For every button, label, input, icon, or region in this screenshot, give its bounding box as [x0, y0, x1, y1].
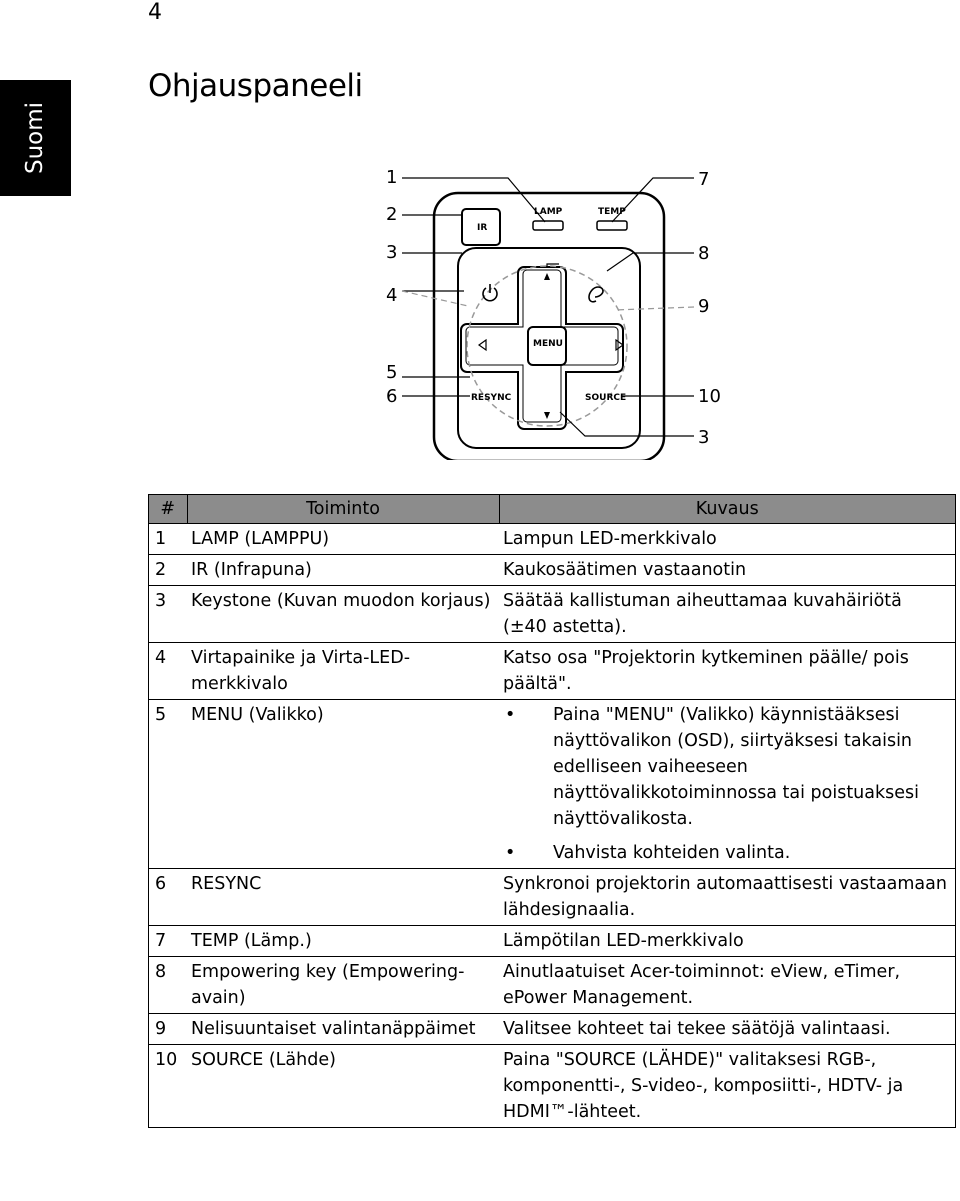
row-function: Virtapainike ja Virta-LED-merkkivalo — [187, 643, 499, 700]
row-num: 2 — [149, 555, 188, 586]
callout-4: 4 — [386, 285, 398, 306]
row-function: Nelisuuntaiset valintanäppäimet — [187, 1014, 499, 1045]
page-number: 4 — [148, 0, 162, 25]
row-num: 1 — [149, 524, 188, 555]
ir-label: IR — [477, 223, 488, 233]
bullet-text: Vahvista kohteiden valinta. — [553, 843, 791, 863]
page-title: Ohjauspaneeli — [148, 68, 363, 104]
side-tab-label: Suomi — [22, 101, 49, 175]
control-panel-drawing — [360, 160, 740, 460]
bullet-item — [503, 840, 951, 866]
row-function: LAMP (LAMPPU) — [187, 524, 499, 555]
callout-3-lower: 3 — [698, 427, 710, 448]
lamp-label: LAMP — [534, 207, 563, 217]
control-panel-table — [148, 494, 956, 1128]
temp-led-indicator — [597, 221, 627, 230]
row-description: Lämpötilan LED-merkkivalo — [499, 926, 956, 957]
header-function: Toiminto — [187, 495, 499, 524]
temp-label: TEMP — [598, 207, 626, 217]
lamp-led-indicator — [533, 221, 563, 230]
source-label: SOURCE — [585, 393, 627, 403]
callout-5: 5 — [386, 362, 398, 383]
header-description: Kuvaus — [499, 495, 956, 524]
bullet-dot-icon: • — [505, 843, 516, 863]
row-description: Kaukosäätimen vastaanotin — [499, 555, 956, 586]
row-description: Valitsee kohteet tai tekee säätöjä valintaasi. — [499, 1014, 956, 1045]
row-description: Katso osa "Projektorin kytkeminen päälle/ pois päältä". — [499, 643, 956, 700]
bullet-text: Paina "MENU" (Valikko) käynnistääksesi näyttövalikon (OSD), siirtyäksesi takaisin edelliseen vaiheeseen näyttövalikkotoiminnossa tai poistuaksesi näyttövalikosta. — [553, 705, 919, 829]
table-row — [149, 524, 956, 555]
callout-10: 10 — [698, 386, 721, 407]
table-row — [149, 926, 956, 957]
row-description: Synkronoi projektorin automaattisesti vastaamaan lähdesignaalia. — [499, 869, 956, 926]
table-row — [149, 700, 956, 869]
row-num: 9 — [149, 1014, 188, 1045]
callout-7: 7 — [698, 169, 710, 190]
row-description: Lampun LED-merkkivalo — [499, 524, 956, 555]
row-description: Paina "SOURCE (LÄHDE)" valitaksesi RGB-, komponentti-, S-video-, komposiitti-, HDTV- ja HDMI™-lähteet. — [499, 1045, 956, 1128]
row-function: IR (Infrapuna) — [187, 555, 499, 586]
table-row — [149, 586, 956, 643]
row-function: SOURCE (Lähde) — [187, 1045, 499, 1128]
language-side-tab — [0, 80, 71, 196]
table-row — [149, 1014, 956, 1045]
row-num: 6 — [149, 869, 188, 926]
row-function: MENU (Valikko) — [187, 700, 499, 869]
table-row — [149, 1045, 956, 1128]
row-function: TEMP (Lämp.) — [187, 926, 499, 957]
bullet-item — [503, 702, 951, 832]
row-function: RESYNC — [187, 869, 499, 926]
header-num: # — [149, 495, 188, 524]
row-num: 3 — [149, 586, 188, 643]
callout-8: 8 — [698, 243, 710, 264]
row-description-bullets — [499, 700, 956, 869]
bullet-dot-icon: • — [505, 705, 516, 725]
callout-3: 3 — [386, 242, 398, 263]
row-function: Keystone (Kuvan muodon korjaus) — [187, 586, 499, 643]
table-header-row — [149, 495, 956, 524]
row-num: 10 — [149, 1045, 188, 1128]
row-num: 5 — [149, 700, 188, 869]
row-description: Ainutlaatuiset Acer-toiminnot: eView, eTimer, ePower Management. — [499, 957, 956, 1014]
menu-label: MENU — [533, 339, 563, 349]
callout-1: 1 — [386, 167, 398, 188]
table-row — [149, 869, 956, 926]
row-description: Säätää kallistuman aiheuttamaa kuvahäiriötä (±40 astetta). — [499, 586, 956, 643]
row-num: 7 — [149, 926, 188, 957]
table-row — [149, 643, 956, 700]
row-num: 8 — [149, 957, 188, 1014]
callout-6: 6 — [386, 386, 398, 407]
control-panel-diagram — [360, 160, 740, 460]
callout-9: 9 — [698, 296, 710, 317]
row-num: 4 — [149, 643, 188, 700]
callout-2: 2 — [386, 204, 398, 225]
table-row — [149, 957, 956, 1014]
resync-label: RESYNC — [471, 393, 512, 403]
table-row — [149, 555, 956, 586]
row-function: Empowering key (Empowering-avain) — [187, 957, 499, 1014]
